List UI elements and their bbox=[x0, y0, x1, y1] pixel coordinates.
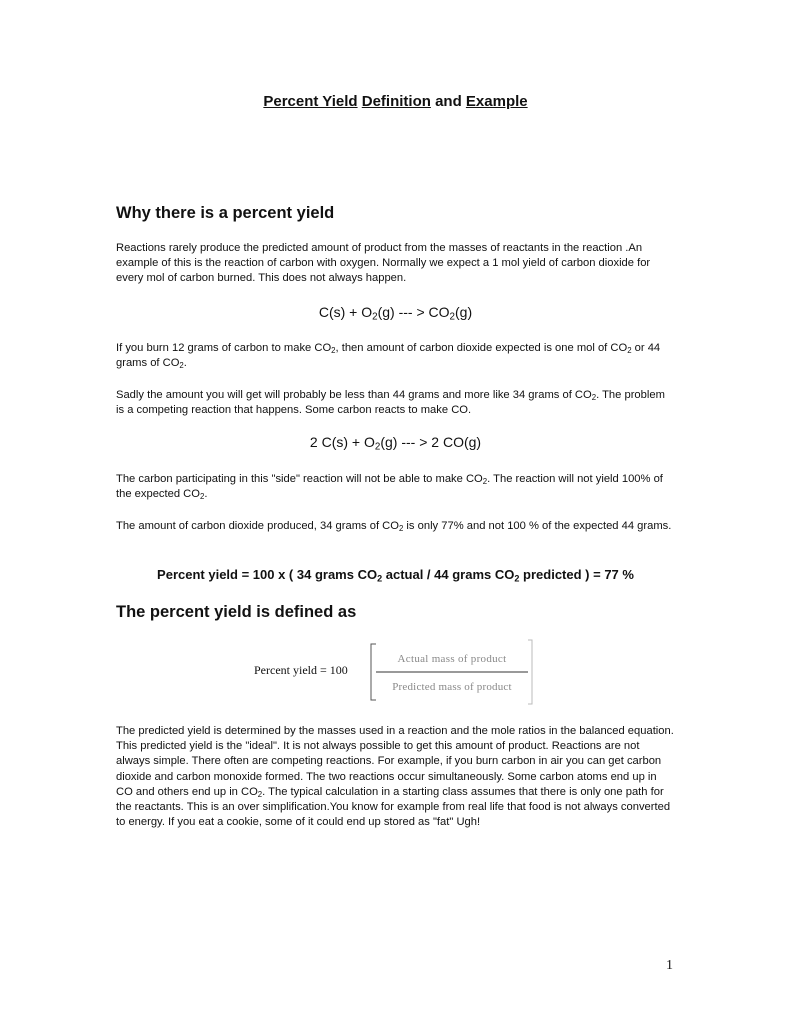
formula-lhs: Percent yield = 100 bbox=[254, 663, 348, 677]
section-heading-defined: The percent yield is defined as bbox=[116, 603, 357, 621]
equation-percent-yield-example: Percent yield = 100 x ( 34 grams $CO_2$ actual / 44 grams $CO_2$ predicted ) = 77 % bbox=[157, 567, 634, 584]
paragraph-side-reaction: The carbon participating in this "side" reaction will not be able to make $CO_2$. The reaction will not yield 100% of the expected $CO_2$. bbox=[116, 473, 663, 502]
paragraph-competing-reaction: Sadly the amount you will get will probably be less than 44 grams and more like 34 grams of $CO_2$. The problem is a competing reaction that happens. Some carbon reacts to make CO. bbox=[116, 389, 665, 417]
paragraph-burn-carbon: If you burn 12 grams of carbon to make $CO_2$, then amount of carbon dioxide expected is one mol of $CO_2$ or 44 grams of $CO_2$. bbox=[116, 342, 661, 371]
equation-co: 2 $C(s) + O_2(g)$ --- > 2 CO(g) bbox=[309, 434, 482, 453]
paragraph-predicted-yield: The predicted yield is determined by the masses used in a reaction and the mole ratios in the balanced equation. This predicted yield is the "ideal". It is not always possible to get this amount of product. Reactions are not always simple. There often are competing reactions. For example, if you burn carbon in air you can get carbon dioxide and carbon monoxide formed. The two reactions occur simultaneously. Some carbon atoms end up in CO and others end up in $CO_2$. The typical calculation in a starting class assumes that there is only one path for the reactants. This is an over simplification.You know for example from real life that food is not always converted to energy. If you eat a cookie, some of it could end up stored as "fat" Ugh! bbox=[116, 725, 674, 829]
paragraph-intro: Reactions rarely produce the predicted amount of product from the masses of reactants in the reaction .An example of this is the reaction of carbon with oxygen. Normally we expect a 1 mol yield of carbon dioxide for every mol of carbon burned. This does not always happen. bbox=[116, 242, 651, 285]
section-heading-why: Why there is a percent yield bbox=[116, 204, 335, 222]
title-and: and bbox=[435, 93, 462, 110]
title-part-2: Definition bbox=[361, 93, 431, 110]
formula-numerator: Actual mass of product bbox=[397, 653, 507, 665]
page-number: 1 bbox=[666, 958, 673, 973]
formula-denominator: Predicted mass of product bbox=[392, 681, 512, 693]
equation-co2: $C(s) + O_2(g)$ --- > $CO_2(g)$ bbox=[318, 304, 473, 323]
percent-yield-formula bbox=[254, 636, 538, 708]
title-part-1: Percent Yield bbox=[263, 93, 358, 110]
paragraph-amount-produced: The amount of carbon dioxide produced, 34 grams of $CO_2$ is only 77% and not 100 % of the expected 44 grams. bbox=[116, 520, 672, 533]
formula-right-bracket bbox=[528, 640, 532, 704]
title-part-3: Example bbox=[465, 93, 528, 110]
formula-left-bracket bbox=[371, 644, 376, 700]
document-title bbox=[0, 93, 791, 110]
